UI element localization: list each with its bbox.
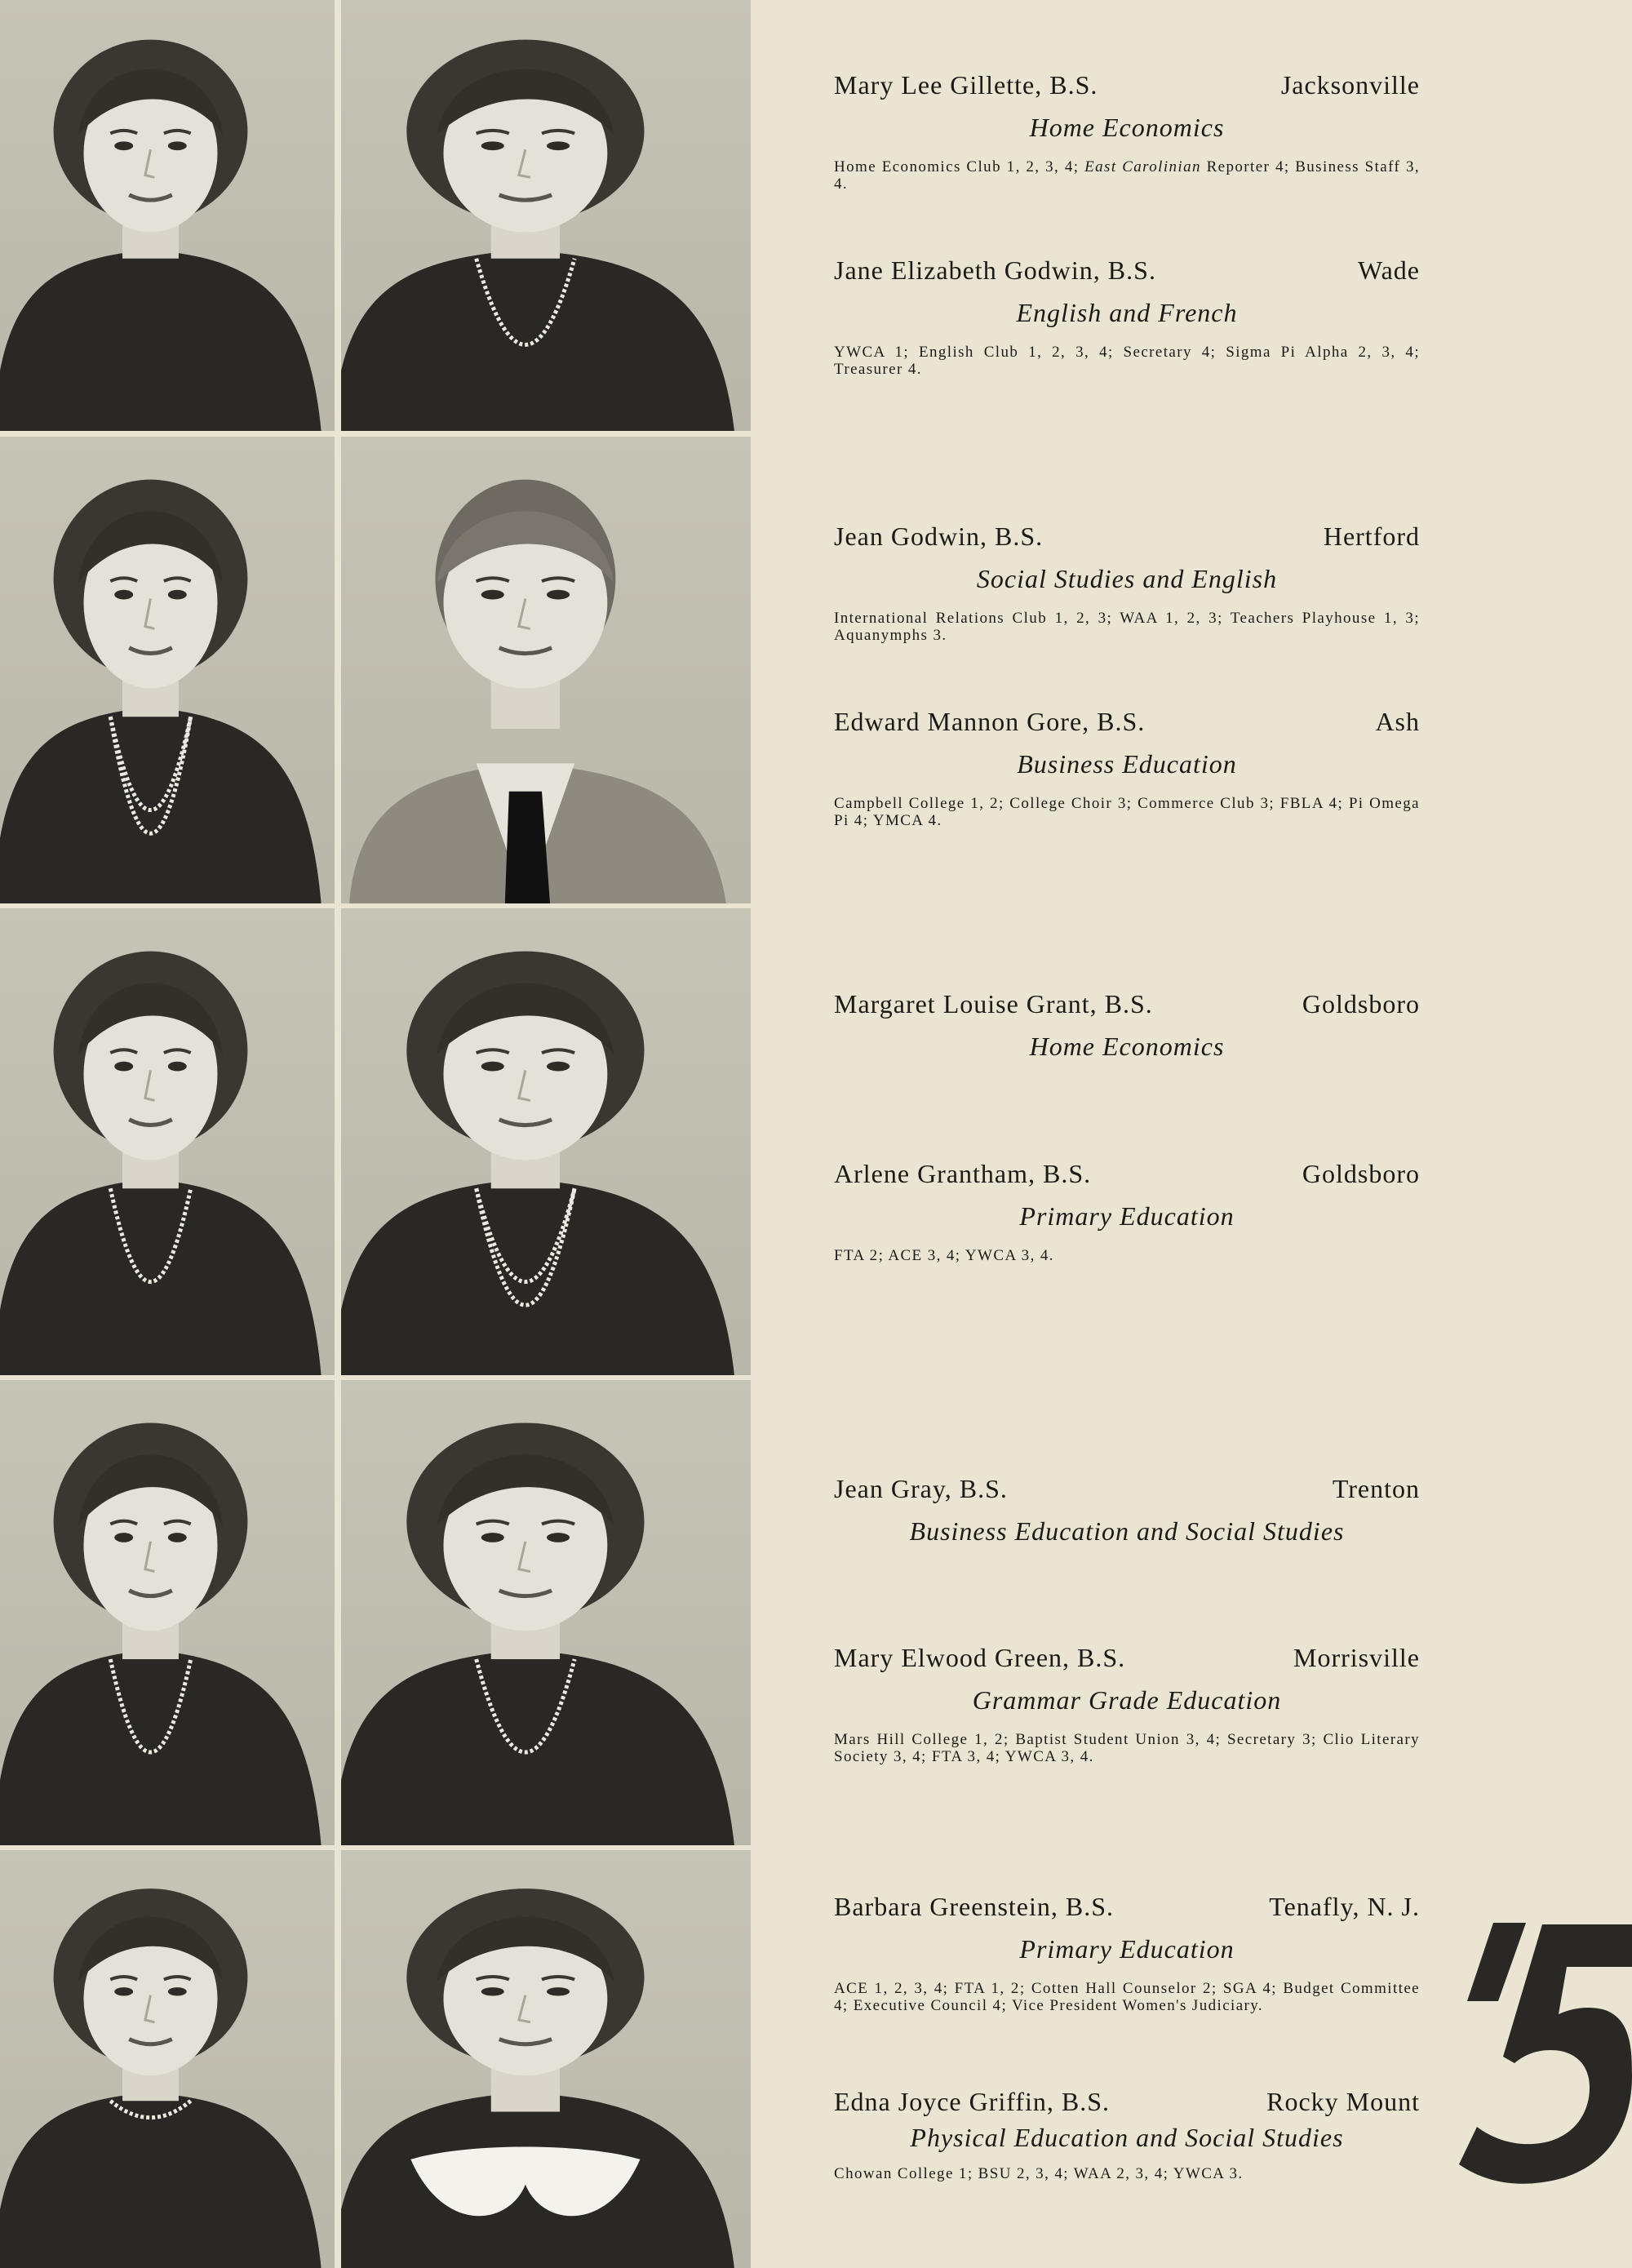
student-name: Jane Elizabeth Godwin, B.S. bbox=[834, 255, 1156, 285]
student-major: Home Economics bbox=[1029, 1032, 1225, 1061]
portrait-figure bbox=[0, 1380, 335, 1845]
portrait-grid bbox=[0, 0, 751, 2268]
student-hometown: Tenafly, N. J. bbox=[1269, 1892, 1420, 1921]
student-activities: YWCA 1; English Club 1, 2, 3, 4; Secretary 4; Sigma Pi Alpha 2, 3, 4; Treasurer 4. bbox=[834, 344, 1420, 378]
portrait-photo bbox=[0, 437, 335, 903]
senior-entry bbox=[834, 69, 1420, 193]
senior-entry bbox=[834, 254, 1420, 378]
student-hometown: Jacksonville bbox=[1280, 70, 1420, 100]
student-major: Business Education and Social Studies bbox=[909, 1516, 1345, 1546]
student-activities: International Relations Club 1, 2, 3; WAA 1, 2, 3; Teachers Playhouse 1, 3; Aquanymphs 3. bbox=[834, 610, 1420, 644]
student-name: Mary Elwood Green, B.S. bbox=[834, 1643, 1126, 1672]
student-activities: Campbell College 1, 2; College Choir 3; Commerce Club 3; FBLA 4; Pi Omega Pi 4; YMCA 4. bbox=[834, 795, 1420, 829]
portrait-photo bbox=[341, 1380, 751, 1845]
student-name: Jean Godwin, B.S. bbox=[834, 522, 1044, 551]
student-name: Barbara Greenstein, B.S. bbox=[834, 1892, 1115, 1921]
student-major: Social Studies and English bbox=[976, 564, 1278, 593]
senior-entry bbox=[834, 2085, 1420, 2182]
portrait-figure bbox=[341, 1380, 751, 1845]
student-activities: Mars Hill College 1, 2; Baptist Student Union 3, 4; Secretary 3; Clio Literary Society 3, 4; FTA 3, 4; YWCA 3, 4. bbox=[834, 1731, 1420, 1765]
senior-entry bbox=[834, 1890, 1420, 2014]
portrait-photo bbox=[0, 1380, 335, 1845]
student-hometown: Hertford bbox=[1323, 522, 1420, 551]
student-name: Mary Lee Gillette, B.S. bbox=[834, 70, 1098, 100]
student-name: Arlene Grantham, B.S. bbox=[834, 1159, 1092, 1188]
portrait-photo bbox=[341, 1850, 751, 2268]
portrait-figure bbox=[0, 1850, 335, 2268]
portrait-figure bbox=[341, 1850, 751, 2268]
senior-entry bbox=[834, 1472, 1420, 1547]
portrait-figure bbox=[0, 908, 335, 1375]
student-activities: Home Economics Club 1, 2, 3, 4; East Carolinian Reporter 4; Business Staff 3, 4. bbox=[834, 158, 1420, 193]
student-hometown: Trenton bbox=[1332, 1474, 1420, 1503]
student-hometown: Wade bbox=[1357, 255, 1420, 285]
student-name: Margaret Louise Grant, B.S. bbox=[834, 989, 1153, 1019]
portrait-photo bbox=[0, 1850, 335, 2268]
student-hometown: Ash bbox=[1375, 707, 1420, 736]
senior-entry bbox=[834, 520, 1420, 644]
student-activities: Chowan College 1; BSU 2, 3, 4; WAA 2, 3, 4; YWCA 3. bbox=[834, 2165, 1244, 2182]
year-mark-graphic bbox=[1451, 1913, 1632, 2190]
student-major: Primary Education bbox=[1019, 1934, 1235, 1964]
portrait-figure bbox=[341, 437, 751, 903]
student-major: Business Education bbox=[1017, 749, 1237, 779]
student-hometown: Rocky Mount bbox=[1266, 2087, 1420, 2116]
newspaper-title: East Carolinian bbox=[1084, 158, 1201, 175]
student-activities: ACE 1, 2, 3, 4; FTA 1, 2; Cotten Hall Counselor 2; SGA 4; Budget Committee 4; Executive Council 4; Vice President Women's Judiciary. bbox=[834, 1980, 1420, 2014]
portrait-figure bbox=[341, 908, 751, 1375]
senior-entry bbox=[834, 1641, 1420, 1765]
student-hometown: Goldsboro bbox=[1302, 989, 1420, 1019]
senior-entry bbox=[834, 1157, 1420, 1264]
student-major: Primary Education bbox=[1019, 1201, 1235, 1231]
student-name: Jean Gray, B.S. bbox=[834, 1474, 1008, 1503]
student-hometown: Goldsboro bbox=[1302, 1159, 1420, 1188]
portrait-figure bbox=[0, 0, 335, 431]
student-activities: FTA 2; ACE 3, 4; YWCA 3, 4. bbox=[834, 1247, 1054, 1264]
student-name: Edna Joyce Griffin, B.S. bbox=[834, 2087, 1111, 2116]
portrait-photo bbox=[0, 908, 335, 1375]
student-major: Physical Education and Social Studies bbox=[910, 2123, 1344, 2152]
senior-entry bbox=[834, 705, 1420, 829]
student-major: Home Economics bbox=[1029, 113, 1225, 142]
portrait-figure bbox=[341, 0, 751, 431]
student-name: Edward Mannon Gore, B.S. bbox=[834, 707, 1146, 736]
student-hometown: Morrisville bbox=[1293, 1643, 1420, 1672]
portrait-photo bbox=[0, 0, 335, 431]
portrait-photo bbox=[341, 0, 751, 431]
portrait-photo bbox=[341, 908, 751, 1375]
portrait-photo bbox=[341, 437, 751, 903]
senior-entry bbox=[834, 988, 1420, 1063]
student-major: Grammar Grade Education bbox=[972, 1685, 1282, 1715]
student-major: English and French bbox=[1016, 298, 1238, 327]
portrait-figure bbox=[0, 437, 335, 903]
